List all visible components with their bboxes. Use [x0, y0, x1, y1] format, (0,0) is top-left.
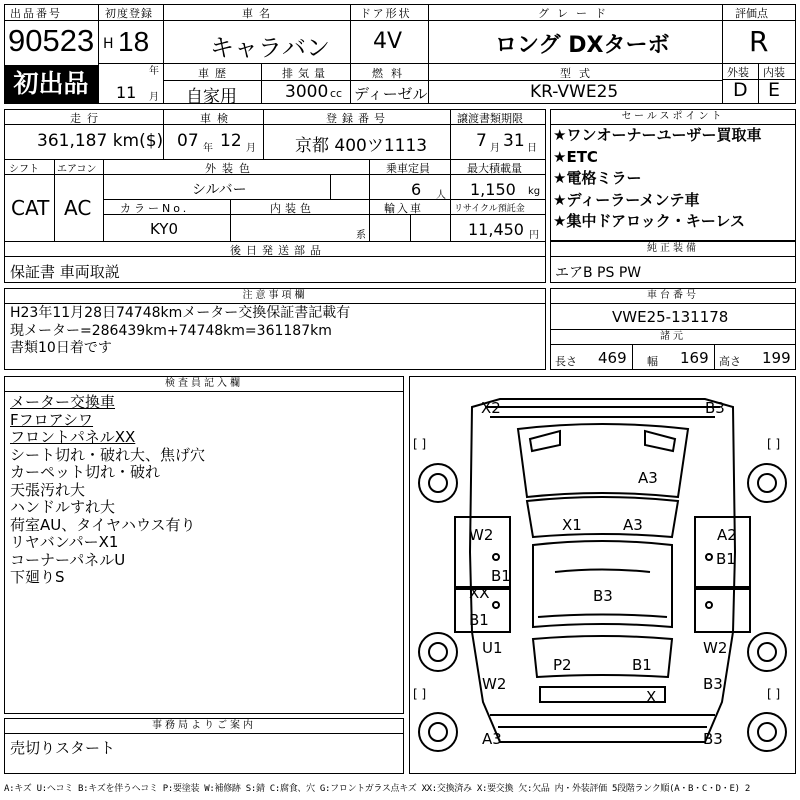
- inspector-notes: [10, 394, 205, 587]
- year-unit: 年: [149, 66, 159, 77]
- sales-point-item: ★集中ドアロック・キーレス: [553, 212, 745, 230]
- first-listing-badge: 初出品: [4, 65, 98, 104]
- mark-rear-b1: B1: [632, 656, 652, 674]
- door-type: 4V: [373, 29, 403, 54]
- transfer-deadline-label: 譲渡書類期限: [457, 112, 523, 125]
- office-message: 売切りスタート: [10, 739, 116, 757]
- width-label: 幅: [647, 355, 658, 368]
- chassis-number: VWE25-131178: [612, 308, 729, 326]
- color-number-label: カラーNo.: [120, 202, 190, 215]
- front-left-wheel: [419, 464, 457, 502]
- mark-left-u1: U1: [482, 639, 503, 657]
- exterior-grade: D: [733, 79, 748, 101]
- mark-front-right-corner: B3: [705, 399, 725, 417]
- model-code-label: 型式: [560, 67, 598, 80]
- registration-month: 11: [116, 83, 137, 102]
- notes-line: 現メーター=286439km+74748km=361187km: [10, 322, 332, 339]
- width: 169: [680, 349, 709, 367]
- score: R: [749, 25, 769, 58]
- exterior-color: シルバー: [192, 182, 247, 198]
- mark-left-xx: XX: [469, 584, 490, 602]
- recycle-yen: 円: [529, 230, 539, 241]
- inspector-line: メーター交換車: [10, 393, 116, 411]
- inspector-line: カーペット切れ・破れ: [10, 463, 161, 481]
- diagram-bracket-right-rear: [ ]: [767, 687, 781, 701]
- ac: AC: [64, 196, 92, 220]
- mark-right-front-a2: A2: [717, 526, 737, 544]
- notes-lines: [10, 305, 350, 358]
- mark-left-sill-b1: B1: [491, 567, 511, 585]
- mark-left-front-door: W2: [469, 526, 494, 544]
- lot-number-label: 出品番号: [10, 7, 62, 20]
- inspector-line: フロントパネルXX: [10, 428, 136, 446]
- inspection-month-unit: 月: [246, 143, 256, 154]
- capacity: 6: [411, 180, 422, 199]
- recycle-label: リサイクル預託金: [454, 204, 525, 214]
- payload-unit: kg: [528, 186, 541, 197]
- grade-label: グレード: [538, 7, 614, 20]
- inspector-line: Fフロアシワ: [10, 410, 94, 429]
- rear-left-wheel: [419, 633, 457, 671]
- inspection-year: 07: [177, 131, 199, 151]
- front-right-wheel: [748, 464, 786, 502]
- diagram-bracket-left-rear: [ ]: [413, 687, 427, 701]
- diagram-bracket-right: [ ]: [767, 437, 781, 451]
- mark-left-b1: B1: [469, 611, 489, 629]
- chassis-label: 車台番号: [551, 289, 795, 304]
- mark-hood: A3: [638, 469, 658, 487]
- mark-p2: P2: [553, 656, 572, 674]
- sales-points-list: [553, 127, 761, 231]
- exterior-grade-label: 外装: [727, 66, 749, 79]
- history: 自家用: [186, 87, 237, 107]
- length: 469: [598, 349, 627, 367]
- front-bumper: [485, 407, 720, 417]
- interior-grade: E: [768, 79, 781, 101]
- plate-number: 京都 400ツ1113: [295, 136, 428, 156]
- equipment-label: 純正装備: [551, 242, 795, 257]
- sales-point-item: ★ディーラーメンテ車: [553, 190, 700, 209]
- car-name-label: 車名: [242, 7, 276, 20]
- mark-right-rear-b3: B3: [703, 675, 723, 693]
- specs-label: 諸元: [551, 330, 795, 345]
- interior-color-label: 内装色: [270, 202, 315, 215]
- later-parts-label: 後日発送部品: [230, 244, 326, 257]
- mark-left-rear-w2: W2: [482, 675, 507, 693]
- inspection-month: 12: [220, 131, 242, 151]
- notes-line: H23年11月28日74748kmメーター交換保証書記載有: [10, 305, 351, 321]
- capacity-unit: 人: [436, 190, 446, 201]
- inspection-label: 車検: [200, 112, 234, 125]
- inspector-line: リヤバンパーX1: [10, 533, 119, 551]
- sales-point-item: ★ワンオーナーユーザー買取車: [553, 126, 762, 144]
- month-unit: 月: [149, 92, 159, 103]
- rear-right-wheel: [748, 633, 786, 671]
- displacement-unit: cc: [330, 87, 343, 100]
- plate-label: 登録番号: [326, 112, 390, 125]
- inspector-line: 下廻りS: [10, 568, 65, 586]
- vehicle-damage-diagram: [410, 377, 795, 773]
- inspector-line: コーナーパネルU: [10, 550, 126, 569]
- grade: ロング DXターボ: [495, 33, 670, 58]
- payload-label: 最大積載量: [467, 162, 522, 175]
- interior-grade-label: 内装: [763, 66, 785, 79]
- mark-rear-left-corner: A3: [482, 730, 502, 748]
- length-label: 長さ: [555, 355, 577, 368]
- notes-line: 書類10日着です: [10, 340, 112, 356]
- color-number: KY0: [150, 220, 179, 238]
- office-label: 事務局よりご案内: [5, 719, 403, 734]
- bottom-right-wheel: [748, 713, 786, 751]
- fuel: ディーゼル: [354, 85, 428, 103]
- score-label: 評価点: [735, 7, 768, 20]
- mark-rear-right-corner: B3: [703, 730, 723, 748]
- displacement-label: 排気量: [282, 67, 330, 80]
- car-name: キャラバン: [210, 34, 330, 62]
- damage-legend: A:キズ U:ヘコミ B:キズを伴うヘコミ P:要塗装 W:補修跡 S:錆 C:腐食、穴 G:フロントガラス点キズ XX:交換済み X:要交換 欠:欠品 内・外装評価 5段階ランク順(A・B・C・D・E) 2: [4, 784, 750, 794]
- capacity-label: 乗車定員: [386, 162, 430, 175]
- mark-roof: B3: [593, 587, 613, 605]
- interior-color-unit: 系: [356, 230, 366, 241]
- mileage: 361,187 km($): [37, 131, 164, 151]
- registration-year: 18: [118, 26, 150, 57]
- mark-front-a3: A3: [623, 516, 643, 534]
- mark-rear-x: X: [646, 688, 657, 706]
- fuel-label: 燃料: [372, 67, 410, 80]
- transfer-day-unit: 日: [527, 143, 537, 154]
- equipment-value: エアB PS PW: [555, 265, 642, 281]
- era-letter: H: [103, 36, 114, 52]
- import-label: 輸入車: [384, 202, 423, 215]
- right-rear-panel: [695, 589, 750, 632]
- inspector-line: 荷室AU、タイヤハウス有り: [10, 515, 196, 534]
- mark-right-front-b1: B1: [716, 550, 736, 568]
- sales-point-item: ★ETC: [553, 147, 598, 166]
- mark-right-w2: W2: [703, 639, 728, 657]
- windshield: [527, 497, 678, 537]
- inspector-line: 天張汚れ大: [10, 480, 86, 499]
- first-registration-label: 初度登録: [105, 7, 153, 20]
- inspection-year-unit: 年: [203, 143, 213, 154]
- mark-front-x1: X1: [562, 516, 582, 534]
- transfer-month-unit: 月: [490, 143, 500, 154]
- lot-number: 90523: [8, 23, 95, 58]
- payload: 1,150: [470, 180, 516, 199]
- inspector-line: シート切れ・破れ大、焦げ穴: [10, 445, 206, 464]
- mark-front-left-corner: X2: [481, 399, 501, 417]
- notes-label: 注意事項欄: [5, 289, 545, 304]
- shift-label: シフト: [9, 164, 39, 175]
- bottom-left-wheel: [419, 713, 457, 751]
- later-parts: 保証書 車両取説: [10, 263, 120, 281]
- sales-point-item: ★電格ミラー: [553, 169, 642, 187]
- shift: CAT: [11, 196, 50, 220]
- height-label: 高さ: [719, 355, 741, 368]
- height: 199: [762, 349, 791, 367]
- recycle-amount: 11,450: [468, 220, 524, 239]
- ac-label: エアコン: [57, 164, 97, 175]
- diagram-bracket-left: [ ]: [413, 437, 427, 451]
- displacement: 3000: [285, 82, 329, 102]
- history-label: 車歴: [198, 67, 232, 80]
- inspector-label: 検査員記入欄: [5, 377, 403, 392]
- inspector-line: ハンドルすれ大: [10, 498, 116, 516]
- mileage-label: 走行: [70, 112, 104, 125]
- model-code: KR-VWE25: [530, 82, 619, 102]
- exterior-color-label: 外装色: [205, 162, 256, 175]
- sales-points-label: セールスポイント: [551, 110, 795, 125]
- transfer-day: 31: [503, 131, 525, 151]
- door-type-label: ドア形状: [360, 7, 412, 20]
- transfer-month: 7: [476, 131, 487, 151]
